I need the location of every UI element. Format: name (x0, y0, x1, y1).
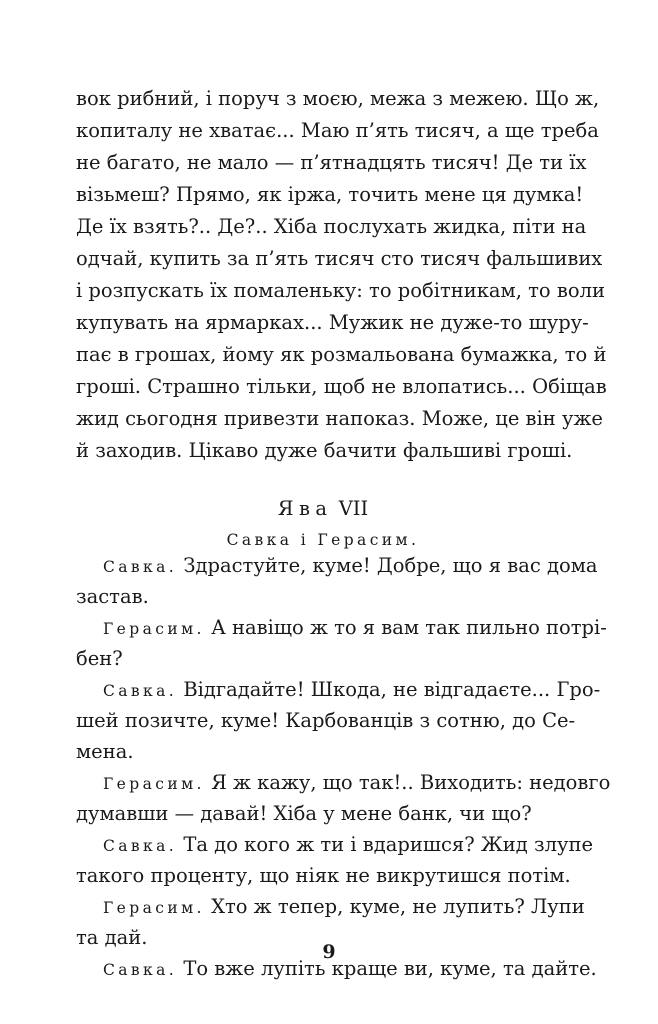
speaker-name: Герасим. (103, 620, 205, 638)
speaker-name: Савка. (103, 682, 178, 700)
page-number: 9 (322, 941, 336, 963)
text-line: купувать на ярмарках... Мужик не дуже-то шуру- (76, 311, 589, 334)
dialogue-line (103, 615, 607, 641)
text-line: копиталу не хватає... Маю п’ять тисяч, а ще треба (76, 119, 599, 142)
dialogue-line (103, 770, 611, 796)
speaker-name: Герасим. (103, 899, 205, 917)
dialogue-line (103, 677, 601, 703)
dialogue-line: бен? (76, 647, 123, 670)
text-line: Де їх взять?.. Де?.. Хіба послухать жидка, піти на (76, 215, 587, 238)
scene-characters: Савка і Герасим. (226, 531, 420, 549)
text-line: і розпускать їх помаленьку: то робітникам, то воли (76, 279, 605, 302)
text-line: жид сьогодня привезти напоказ. Може, це він уже (76, 407, 603, 430)
dialogue-line: застав. (76, 585, 149, 608)
speech-text: Відгадайте! Шкода, не відгадаєте... Гро- (177, 678, 601, 701)
dialogue-line: та дай. (76, 926, 148, 949)
speech-text: Хто ж тепер, куме, не лупить? Лупи (204, 895, 585, 918)
dialogue-line (103, 894, 585, 920)
speech-text: Та до кого ж ти і вдаришся? Жид злупе (177, 833, 594, 856)
scene-number: VII (338, 497, 369, 520)
text-line: гроші. Страшно тільки, щоб не влопатись... Обіщав (76, 375, 607, 398)
dialogue-line: шей позичте, куме! Карбованців з сотню, до Се- (76, 709, 576, 732)
dialogue-line (103, 553, 598, 579)
dialogue-line: думавши — давай! Хіба у мене банк, чи що? (76, 802, 532, 825)
text-line: вок рибний, і поруч з моєю, межа з межею. Що ж, (76, 87, 600, 110)
dialogue-line: такого проценту, що ніяк не викрутишся потім. (76, 864, 571, 887)
text-line: одчай, купить за п’ять тисяч сто тисяч фальшивих (76, 247, 603, 270)
dialogue-line: мена. (76, 740, 134, 763)
text-line: не багато, не мало — п’ятнадцять тисяч! Де ти їх (76, 151, 587, 174)
speaker-name: Савка. (103, 961, 178, 979)
speech-text: Я ж кажу, що так!.. Виходить: недовго (204, 771, 611, 794)
speaker-name: Савка. (103, 558, 178, 576)
speaker-name: Савка. (103, 837, 178, 855)
dialogue-line (103, 832, 594, 858)
text-line: пає в грошах, йому як розмальована бумажка, то й (76, 343, 607, 366)
speech-text: А навіщо ж то я вам так пильно потрі- (204, 616, 607, 639)
speaker-name: Герасим. (103, 775, 205, 793)
text-line: й заходив. Цікаво дуже бачити фальшиві гроші. (76, 439, 573, 462)
text-line: візьмеш? Прямо, як іржа, точить мене ця думка! (76, 183, 584, 206)
scene-title-word: Ява (277, 497, 333, 520)
speech-text: То вже лупіть краще ви, куме, та дайте. (177, 957, 597, 980)
speech-text: Здрастуйте, куме! Добре, що я вас дома (177, 554, 598, 577)
scene-heading (76, 496, 570, 522)
